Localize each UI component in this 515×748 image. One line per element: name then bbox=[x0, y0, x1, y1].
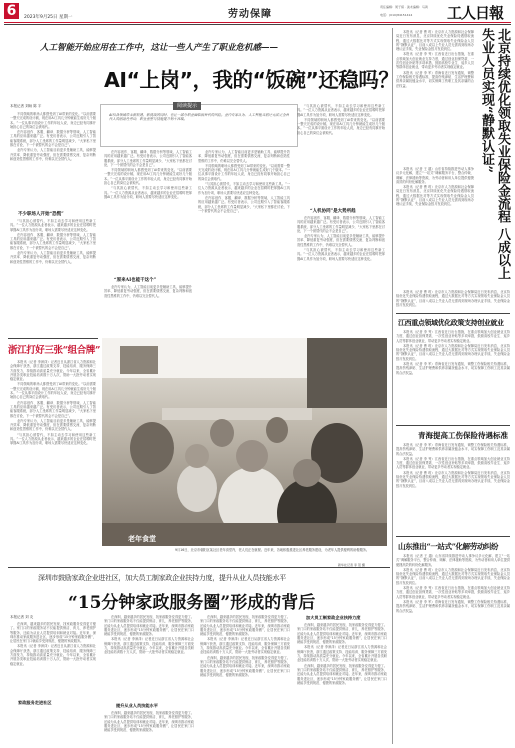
page-number: 6 bbox=[6, 3, 17, 19]
article2-para: 本报讯（记者 李润泽）记者近日从浙江省人力资源和社会保障厅获悉，浙江通过政策支持、技能培训、服务保障三方面发力，持续推动高质量充分就业。今年以来，全省累计开展各类职业技能培训数十万人次，帮助一大批劳动者实现稳定就业。 bbox=[10, 644, 96, 666]
sidebar-item4-text bbox=[396, 554, 510, 744]
article3-para: 在深圳，越来越多的居民发现，找家政服务变得更方便了。家门口的家政服务站不仅能提供保洁、育儿、养老照护等服务，还能为从业人员提供培训和就业对接。近年来，深圳市推动家政服务进社区，逐步形成“15分钟家政服务圈”，让居民在家门口就能享受到规范、便捷的家政服务。 bbox=[200, 615, 290, 637]
sidebar-item2-headline: 江西重点领域优化政策支持创业就业 bbox=[398, 318, 504, 327]
article2-para: 本报讯（记者 李润泽）记者近日从浙江省人力资源和社会保障厅获悉，浙江通过政策支持、技能培训、服务保障三方面发力，持续推动高质量充分就业。今年以来，全省累计开展各类职业技能培训数十万人次，帮助一大批劳动者实现稳定就业。 bbox=[297, 645, 387, 663]
sidebar-para: 本报讯（记者 李 军）青海省近日发布通知，调整工伤保险相关待遇标准，提高伤残津贴、生活护理费和供养亲属抚恤金水平，切实保障工伤职工及其亲属的合法权益。 bbox=[396, 443, 510, 456]
sidebar-rule-1 bbox=[396, 313, 510, 314]
article1-para: “与其担心被替代，不如主动去学习和使用这些新工具。”一位人力资源从业者表示，越来越多的企业在招聘时把掌握AI工具作为加分项，职场人需要尽快适应这种变化。 bbox=[10, 432, 96, 446]
sidebar-para: 本报讯（记者 李 秀）江西省近日出台措施，在重点领域加大创业就业支持力度，通过创业担保贷款、一次性创业补贴等多项举措，鼓励高校毕业生、返乡人员等群体创业就业，带动更多劳动者实现稳定就业。 bbox=[396, 456, 510, 470]
article1-col4-text-b bbox=[297, 216, 385, 328]
masthead-logo: 工人日報 bbox=[447, 4, 504, 22]
article2-text bbox=[10, 360, 96, 540]
article3-col1 bbox=[10, 622, 96, 742]
sidebar-item3-text bbox=[396, 443, 510, 533]
photo-sign: 老年食堂 bbox=[128, 535, 156, 543]
sidebar-text-3 bbox=[396, 290, 510, 310]
sidebar-para: 本报讯（记者 曹 玥）北京市人力资源和社会保障局近日发布消息，北京持续优化失业保险待遇领取流程，通过大数据比对等方式实现领取失业保险金人员的“静默认证”，目前八成以上失业人员无需再到现场办理认证手续，失业保险金按月发放到位。 bbox=[396, 470, 510, 488]
sidebar-para: 本报讯（记者 曹 玥）北京市人力资源和社会保障局近日发布消息，北京持续优化失业保险待遇领取流程，通过大数据比对等方式实现领取失业保险金人员的“静默认证”，目前八成以上失业人员无需再到现场办理认证手续，失业保险金按月发放到位。 bbox=[396, 343, 510, 361]
article2-para: 本报讯（记者 李润泽）记者近日从浙江省人力资源和社会保障厅获悉，浙江通过政策支持、技能培训、服务保障三方面发力，持续推动高质量充分就业。今年以来，全省累计开展各类职业技能培训数十万人次，帮助一大批劳动者实现稳定就业。 bbox=[104, 637, 194, 655]
page-number-block bbox=[4, 3, 19, 19]
article3-subhead-2: 加大员工制家政企业扶持力度 bbox=[306, 615, 361, 620]
sidebar-rule-2 bbox=[396, 425, 510, 426]
article1-subhead-3: “人机协同”是大势所趋 bbox=[310, 209, 356, 214]
article1-col2-text bbox=[104, 150, 192, 275]
sidebar-rule-3 bbox=[396, 536, 510, 537]
article1-headline: AI“上岗”，我的“饭碗”还稳吗？ bbox=[104, 68, 399, 92]
article1-para: 不同领域的职场人都感受到了AI带来的变化。“以前需要一整天完成的设计稿，现在用AI工具几分钟就能生成好几个版本。”一位从事平面设计工作的年轻人说，身边已经有同事开始担心自己的岗位会被取代。 bbox=[10, 382, 96, 400]
sidebar-text-1 bbox=[396, 30, 474, 165]
article1-para: “与其担心被替代，不如主动去学习和使用这些新工具。”一位人力资源从业者表示，越来越多的企业在招聘时把掌握AI工具作为加分项，职场人需要尽快适应这种变化。 bbox=[297, 248, 385, 261]
article1-col1-text-b bbox=[10, 219, 96, 329]
article1-para: 在内容创作、客服、翻译、数据分析等领域，人工智能工具的应用越来越广泛。有受访者表示，公司近期引入了智能客服系统，部分人工坐席的工作量明显减少，“大家私下里都在讨论，下一个被替代的会不会是自己”。 bbox=[10, 232, 96, 250]
article3-para: 在深圳，越来越多的居民发现，找家政服务变得更方便了。家门口的家政服务站不仅能提供保洁、育儿、养老照护等服务，还能为从业人员提供培训和就业对接。近年来，深圳市推动家政服务进社区，逐步形成“15分钟家政服务圈”，让居民在家门口就能享受到规范、便捷的家政服务。 bbox=[104, 711, 194, 733]
article3-subhead-3: 提升从业人员技能水平 bbox=[116, 703, 158, 708]
reading-tip-tag: 阅读提示 bbox=[173, 102, 201, 110]
article3-subhead-1: 家政服务走进社区 bbox=[18, 700, 52, 705]
article3-rule bbox=[8, 567, 390, 568]
sidebar-text-2 bbox=[396, 167, 474, 289]
article1-para: 业内专家认为，人工智能目前更多是辅助工具，能够提升效率、降低重复劳动强度，但在需要情感交流、复杂判断和创造性思维的工作中，仍难以完全替代人。 bbox=[10, 251, 96, 264]
article3-col2-b bbox=[104, 711, 194, 744]
article1-byline: 本报记者 刘旸 陈 宇 bbox=[10, 104, 42, 108]
column-divider bbox=[392, 28, 393, 744]
contact-info: 电话：(010)84151414 bbox=[380, 13, 413, 17]
sidebar-para: 本报讯（记者 李 军）青海省近日发布通知，调整工伤保险相关待遇标准，提高伤残津贴、生活护理费和供养亲属抚恤金水平，切实保障工伤职工及其亲属的合法权益。 bbox=[396, 362, 510, 375]
article1-col3-text bbox=[198, 150, 290, 330]
article1-para: 不同领域的职场人都感受到了AI带来的变化。“以前需要一整天完成的设计稿，现在用AI工具几分钟就能生成好几个版本。”一位从事平面设计工作的年轻人说，身边已经有同事开始担心自己的岗位会被取代。 bbox=[297, 117, 385, 135]
sidebar-headline-text: 北京持续优化领取失业保险金流程 八成以上失业人员实现“静默认证” bbox=[479, 28, 510, 280]
article1-para: 在内容创作、客服、翻译、数据分析等领域，人工智能工具的应用越来越广泛。有受访者表示，公司近期引入了智能客服系统，部分人工坐席的工作量明显减少，“大家私下里都在讨论，下一个被替代的会不会是自己”。 bbox=[10, 130, 96, 148]
article1-para: 在内容创作、客服、翻译、数据分析等领域，人工智能工具的应用越来越广泛。有受访者表示，公司近期引入了智能客服系统，部分人工坐席的工作量明显减少，“大家私下里都在讨论，下一个被替代的会不会是自己”。 bbox=[198, 195, 290, 213]
section-name: 劳动保障 bbox=[228, 9, 272, 20]
sidebar-para: 本报讯（记者 曹 玥）北京市人力资源和社会保障局近日发布消息，北京持续优化失业保险待遇领取流程，通过大数据比对等方式实现领取失业保险金人员的“静默认证”，目前八成以上失业人员无需再到现场办理认证手续，失业保险金按月发放到位。 bbox=[396, 567, 510, 585]
article1-col4-text bbox=[297, 104, 385, 204]
article1-para: 不同领域的职场人都感受到了AI带来的变化。“以前需要一整天完成的设计稿，现在用AI工具几分钟就能生成好几个版本。”一位从事平面设计工作的年轻人说，身边已经有同事开始担心自己的岗位会被取代。 bbox=[104, 168, 192, 186]
article3-col3 bbox=[200, 615, 290, 743]
photo-credit: 新华社记者 李 贺 摄 bbox=[338, 563, 365, 567]
sidebar-para: 本报讯（记者 王 越）山东省持续推进劳动人事争议多元化解，建立“一站式”调解服务平台，整合仲裁、调解、法律援助等资源，为劳动者和用人单位提供便捷高效的纠纷化解服务。 bbox=[396, 167, 474, 184]
sidebar-para: 本报讯（记者 王 越）山东省持续推进劳动人事争议多元化解，建立“一站式”调解服务平台，整合仲裁、调解、法律援助等资源，为劳动者和用人单位提供便捷高效的纠纷化解服务。 bbox=[396, 554, 510, 567]
article1-para: “与其担心被替代，不如主动去学习和使用这些新工具。”一位人力资源从业者表示，越来越多的企业在招聘时把掌握AI工具作为加分项，职场人需要尽快适应这种变化。 bbox=[297, 104, 385, 117]
sidebar-item2-text bbox=[396, 330, 510, 422]
sidebar-para: 本报讯（记者 李 秀）江西省近日出台措施，在重点领域加大创业就业支持力度，通过创业担保贷款、一次性创业补贴等多项举措，鼓励高校毕业生、返乡人员等群体创业就业，带动更多劳动者实现稳定就业。 bbox=[396, 52, 474, 70]
article1-para: 业内专家认为，人工智能目前更多是辅助工具，能够提升效率、降低重复劳动强度，但在需要情感交流、复杂判断和创造性思维的工作中，仍难以完全替代人。 bbox=[10, 148, 96, 161]
article3-byline: 本报记者 刘 友 bbox=[10, 615, 34, 619]
photo-caption: 9月16日，北京市朝阳区某社区老年食堂内，老人们正在就餐。近年来，各地积极推进社区养老服务建设，为老年人提供便利的助餐服务。 bbox=[175, 548, 370, 552]
sidebar-para: 本报讯（记者 曹 玥）北京市人力资源和社会保障局近日发布消息，北京持续优化失业保险待遇领取流程，通过大数据比对等方式实现领取失业保险金人员的“静默认证”，目前八成以上失业人员无需再到现场办理认证手续，失业保险金按月发放到位。 bbox=[396, 185, 474, 207]
article3-para: 在深圳，越来越多的居民发现，找家政服务变得更方便了。家门口的家政服务站不仅能提供保洁、育儿、养老照护等服务，还能为从业人员提供培训和就业对接。近年来，深圳市推动家政服务进社区，逐步形成“15分钟家政服务圈”，让居民在家门口就能享受到规范、便捷的家政服务。 bbox=[297, 623, 387, 645]
article1-para: 业内专家认为，人工智能目前更多是辅助工具，能够提升效率、降低重复劳动强度，但在需要情感交流、复杂判断和创造性思维的工作中，仍难以完全替代人。 bbox=[198, 150, 290, 163]
news-photo bbox=[102, 338, 387, 546]
sidebar-item4-headline: 山东推出“一站式”化解劳动纠纷 bbox=[398, 542, 499, 551]
article3-para: 在深圳，越来越多的居民发现，找家政服务变得更方便了。家门口的家政服务站不仅能提供保洁、育儿、养老照护等服务，还能为从业人员提供培训和就业对接。近年来，深圳市推动家政服务进社区，逐步形成“15分钟家政服务圈”，让居民在家门口就能享受到规范、便捷的家政服务。 bbox=[297, 663, 387, 685]
article1-subhead-1: 不少职场人开始“恐慌” bbox=[18, 212, 64, 217]
issue-date: 2023年9月25日 星期一 bbox=[24, 15, 73, 20]
article2-para: 本报讯（记者 李润泽）记者近日从浙江省人力资源和社会保障厅获悉，浙江通过政策支持、技能培训、服务保障三方面发力，持续推动高质量充分就业。今年以来，全省累计开展各类职业技能培训数十万人次，帮助一大批劳动者实现稳定就业。 bbox=[10, 360, 96, 382]
article1-para: 在内容创作、客服、翻译、数据分析等领域，人工智能工具的应用越来越广泛。有受访者表示，公司近期引入了智能客服系统，部分人工坐席的工作量明显减少，“大家私下里都在讨论，下一个被替代的会不会是自己”。 bbox=[10, 400, 96, 418]
article1-para: 不同领域的职场人都感受到了AI带来的变化。“以前需要一整天完成的设计稿，现在用AI工具几分钟就能生成好几个版本。”一位从事平面设计工作的年轻人说，身边已经有同事开始担心自己的岗位会被取代。 bbox=[10, 112, 96, 129]
article3-col4 bbox=[297, 623, 387, 743]
article3-para: 在深圳，越来越多的居民发现，找家政服务变得更方便了。家门口的家政服务站不仅能提供保洁、育儿、养老照护等服务，还能为从业人员提供培训和就业对接。近年来，深圳市推动家政服务进社区，逐步形成“15分钟家政服务圈”，让居民在家门口就能享受到规范、便捷的家政服务。 bbox=[104, 615, 194, 637]
sidebar-headline bbox=[478, 28, 510, 286]
article1-para: 业内专家认为，人工智能目前更多是辅助工具，能够提升效率、降低重复劳动强度，但在需要情感交流、复杂判断和创造性思维的工作中，仍难以完全替代人。 bbox=[10, 418, 96, 432]
sidebar-item3-headline: 青海提高工伤保险待遇标准 bbox=[418, 431, 508, 440]
article1-kicker: 人工智能开始应用在工作中，这让一些人产生了职业危机感—— bbox=[40, 43, 279, 53]
article2-rule bbox=[8, 338, 98, 339]
article1-col1-text bbox=[10, 112, 96, 208]
article1-para: 业内专家认为，人工智能目前更多是辅助工具，能够提升效率、降低重复劳动强度，但在需要情感交流、复杂判断和创造性思维的工作中，仍难以完全替代人。 bbox=[297, 234, 385, 247]
sidebar-para: 本报讯（记者 李 军）青海省近日发布通知，调整工伤保险相关待遇标准，提高伤残津贴、生活护理费和供养亲属抚恤金水平，切实保障工伤职工及其亲属的合法权益。 bbox=[396, 70, 474, 88]
article2-para: 本报讯（记者 李润泽）记者近日从浙江省人力资源和社会保障厅获悉，浙江通过政策支持、技能培训、服务保障三方面发力，持续推动高质量充分就业。今年以来，全省累计开展各类职业技能培训数十万人次，帮助一大批劳动者实现稳定就业。 bbox=[200, 637, 290, 655]
article1-para: “与其担心被替代，不如主动去学习和使用这些新工具。”一位人力资源从业者表示，越来越多的企业在招聘时把掌握AI工具作为加分项，职场人需要尽快适应这种变化。 bbox=[198, 182, 290, 195]
article3-headline: “15分钟家政服务圈”形成的背后 bbox=[68, 593, 316, 613]
header-rule bbox=[4, 22, 511, 23]
article3-para: 在深圳，越来越多的居民发现，找家政服务变得更方便了。家门口的家政服务站不仅能提供保洁、育儿、养老照护等服务，还能为从业人员提供培训和就业对接。近年来，深圳市推动家政服务进社区，逐步形成“15分钟家政服务圈”，让居民在家门口就能享受到规范、便捷的家政服务。 bbox=[10, 622, 96, 644]
article1-para: 不同领域的职场人都感受到了AI带来的变化。“以前需要一整天完成的设计稿，现在用AI工具几分钟就能生成好几个版本。”一位从事平面设计工作的年轻人说，身边已经有同事开始担心自己的岗位会被取代。 bbox=[198, 163, 290, 181]
article1-para: 在内容创作、客服、翻译、数据分析等领域，人工智能工具的应用越来越广泛。有受访者表示，公司近期引入了智能客服系统，部分人工坐席的工作量明显减少，“大家私下里都在讨论，下一个被替代的会不会是自己”。 bbox=[104, 150, 192, 167]
sidebar-para: 本报讯（记者 李 秀）江西省近日出台措施，在重点领域加大创业就业支持力度，通过创业担保贷款、一次性创业补贴等多项举措，鼓励高校毕业生、返乡人员等群体创业就业，带动更多劳动者实现稳定就业。 bbox=[396, 586, 510, 599]
header-rule-thin bbox=[4, 24, 511, 25]
reading-tip-text: AI给各领域带来新机遇、新挑战的同时，也让一部分职业面临被替代的风险。业内专家认为，人工智能当前还无法完全替代人的创造性劳动，职业重塑与技能提升刻不容缓。 bbox=[109, 113, 289, 122]
article1-para: 业内专家认为，人工智能目前更多是辅助工具，能够提升效率、降低重复劳动强度，但在需要情感交流、复杂判断和创造性思维的工作中，仍难以完全替代人。 bbox=[104, 285, 192, 298]
sidebar-para: 本报讯（记者 李 军）青海省近日发布通知，调整工伤保险相关待遇标准，提高伤残津贴、生活护理费和供养亲属抚恤金水平，切实保障工伤职工及其亲属的合法权益。 bbox=[396, 599, 510, 613]
article1-col2-text-b bbox=[104, 285, 192, 330]
editor-info: 责任编辑：周子祺 · 美术编辑：马鸿 bbox=[380, 5, 428, 9]
sidebar-para: 本报讯（记者 李 秀）江西省近日出台措施，在重点领域加大创业就业支持力度，通过创业担保贷款、一次性创业补贴等多项举措，鼓励高校毕业生、返乡人员等群体创业就业，带动更多劳动者实现稳定就业。 bbox=[396, 330, 510, 343]
article3-para: 在深圳，越来越多的居民发现，找家政服务变得更方便了。家门口的家政服务站不仅能提供保洁、育儿、养老照护等服务，还能为从业人员提供培训和就业对接。近年来，深圳市推动家政服务进社区，逐步形成“15分钟家政服务圈”，让居民在家门口就能享受到规范、便捷的家政服务。 bbox=[200, 655, 290, 677]
article2-headline: 浙江打好三张“组合牌” bbox=[8, 345, 101, 356]
article3-col2 bbox=[104, 615, 194, 700]
article1-para: “与其担心被替代，不如主动去学习和使用这些新工具。”一位人力资源从业者表示，越来越多的企业在招聘时把掌握AI工具作为加分项，职场人需要尽快适应这种变化。 bbox=[104, 186, 192, 199]
article3-kicker: 深圳市鼓励家政企业进社区，加大员工制家政企业扶持力度，提升从业人员技能水平 bbox=[38, 574, 286, 582]
article1-para: “与其担心被替代，不如主动去学习和使用这些新工具。”一位人力资源从业者表示，越来越多的企业在招聘时把掌握AI工具作为加分项，职场人需要尽快适应这种变化。 bbox=[10, 219, 96, 232]
article1-para: 在内容创作、客服、翻译、数据分析等领域，人工智能工具的应用越来越广泛。有受访者表示，公司近期引入了智能客服系统，部分人工坐席的工作量明显减少，“大家私下里都在讨论，下一个被替代的会不会是自己”。 bbox=[297, 216, 385, 233]
reading-tip-box bbox=[100, 104, 298, 147]
article1-subhead-2: “原来AI也能干这个” bbox=[114, 278, 157, 283]
sidebar-para: 本报讯（记者 曹 玥）北京市人力资源和社会保障局近日发布消息，北京持续优化失业保险待遇领取流程，通过大数据比对等方式实现领取失业保险金人员的“静默认证”，目前八成以上失业人员无需再到现场办理认证手续，失业保险金按月发放到位。 bbox=[396, 30, 474, 52]
sidebar-para: 本报讯（记者 曹 玥）北京市人力资源和社会保障局近日发布消息，北京持续优化失业保险待遇领取流程，通过大数据比对等方式实现领取失业保险金人员的“静默认证”，目前八成以上失业人员无需再到现场办理认证手续，失业保险金按月发放到位。 bbox=[396, 290, 510, 307]
